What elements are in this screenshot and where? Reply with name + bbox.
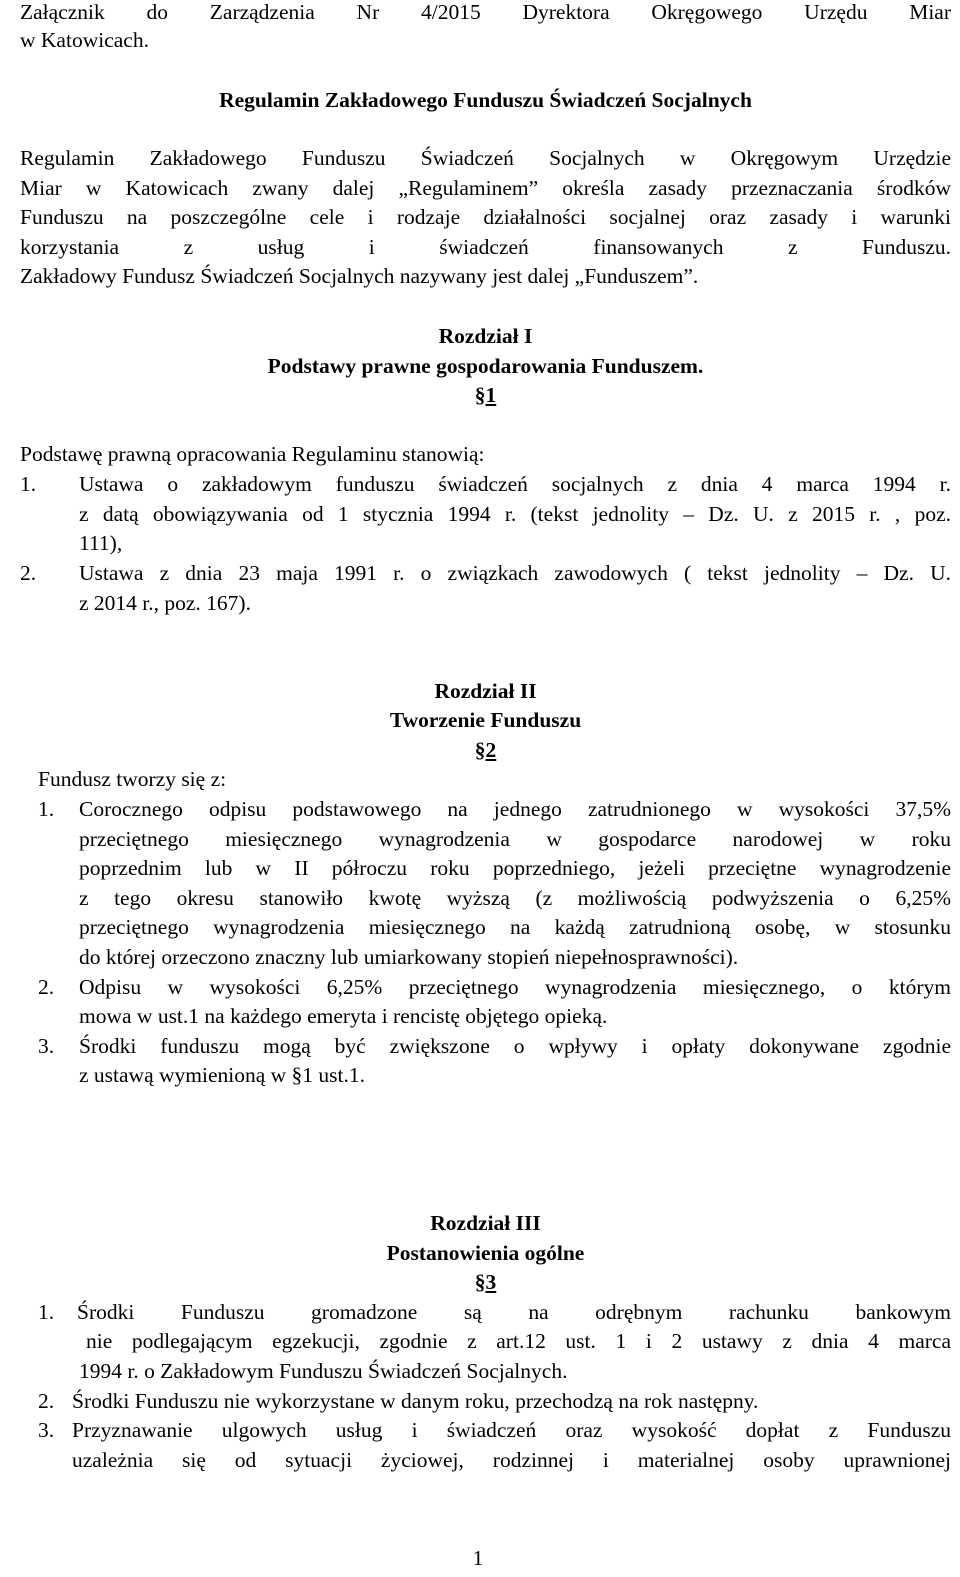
chapter-3-title: Postanowienia ogólne [386, 1241, 585, 1265]
list-item-line: Ustawa z dnia 23 maja 1991 r. o związkach zawodowych ( tekst jednolity – Dz. U. [79, 561, 951, 585]
chapter-2-title: Tworzenie Funduszu [389, 708, 582, 732]
chapter-2-paragraph-mark: §2 [474, 738, 497, 762]
list-item-line: Ustawa o zakładowym funduszu świadczeń socjalnych z dnia 4 marca 1994 r. [79, 472, 951, 496]
list-item-line: Przyznawanie ulgowych usług i świadczeń oraz wysokość dopłat z Funduszu [72, 1418, 951, 1442]
header-line-1: Załącznik do Zarządzenia Nr 4/2015 Dyrektora Okręgowego Urzędu Miar [20, 0, 951, 24]
chapter-1-title: Podstawy prawne gospodarowania Funduszem. [267, 354, 704, 378]
list-item-line: Corocznego odpisu podstawowego na jednego zatrudnionego w wysokości 37,5% [79, 797, 951, 821]
intro-line: Miar w Katowicach zwany dalej „Regulaminem” określa zasady przeznaczania środków [20, 176, 951, 200]
list-item-line: mowa w ust.1 na każdego emeryta i rencistę objętego opieką. [79, 1004, 608, 1028]
intro-line: Funduszu na poszczególne cele i rodzaje działalności socjalnej oraz zasady i warunki [20, 205, 951, 229]
list-item-line: z ustawą wymienioną w §1 ust.1. [79, 1063, 366, 1087]
list-number: 2. [38, 975, 55, 999]
page-number: 1 [472, 1546, 484, 1570]
list-item-line: Środki funduszu mogą być zwiększone o wpływy i opłaty dokonywane zgodnie [79, 1034, 951, 1058]
chapter-3-paragraph-mark: §3 [474, 1270, 497, 1294]
list-item-line: z 2014 r., poz. 167). [79, 591, 251, 615]
list-item-line: Środki Funduszu gromadzone są na odrębnym rachunku bankowym [77, 1300, 951, 1324]
list-number: 1. [38, 797, 55, 821]
chapter-2-lead: Fundusz tworzy się z: [38, 767, 227, 791]
list-item-line: Środki Funduszu nie wykorzystane w danym roku, przechodzą na rok następny. [72, 1389, 759, 1413]
chapter-1-lead: Podstawę prawną opracowania Regulaminu stanowią: [20, 442, 485, 466]
header-line-2: w Katowicach. [20, 28, 149, 52]
chapter-2-heading: Rozdział II [434, 679, 537, 703]
chapter-3-heading: Rozdział III [430, 1211, 541, 1235]
chapter-1-paragraph-mark: §1 [474, 383, 497, 407]
list-number: 1. [38, 1300, 55, 1324]
list-number: 3. [38, 1034, 55, 1058]
list-item-line: z tego okresu stanowiło kwotę wyższą (z możliwością podwyższenia o 6,25% [79, 886, 951, 910]
list-number: 2. [38, 1389, 55, 1413]
list-number: 3. [38, 1418, 55, 1442]
intro-line: Regulamin Zakładowego Funduszu Świadczeń Socjalnych w Okręgowym Urzędzie [20, 146, 951, 170]
list-item-line: do której orzeczono znaczny lub umiarkowany stopień niepełnosprawności). [79, 945, 739, 969]
document-title: Regulamin Zakładowego Funduszu Świadczeń Socjalnych [219, 88, 752, 112]
list-item-line: uzależnia się od sytuacji życiowej, rodzinnej i materialnej osoby uprawnionej [72, 1448, 951, 1472]
intro-line: Zakładowy Fundusz Świadczeń Socjalnych nazywany jest dalej „Funduszem”. [20, 264, 699, 288]
intro-line: korzystania z usług i świadczeń finansowanych z Funduszu. [20, 235, 951, 259]
list-number: 2. [20, 561, 37, 585]
list-item-line: z datą obowiązywania od 1 stycznia 1994 r. (tekst jednolity – Dz. U. z 2015 r. , poz. [79, 502, 951, 526]
list-item-line: 111), [79, 531, 123, 555]
list-item-line: 1994 r. o Zakładowym Funduszu Świadczeń Socjalnych. [79, 1359, 568, 1383]
list-item-line: Odpisu w wysokości 6,25% przeciętnego wynagrodzenia miesięcznego, o którym [79, 975, 951, 999]
list-item-line: nie podlegającym egzekucji, zgodnie z art.12 ust. 1 i 2 ustawy z dnia 4 marca [86, 1329, 951, 1353]
chapter-1-heading: Rozdział I [438, 324, 533, 348]
list-number: 1. [20, 472, 37, 496]
list-item-line: poprzednim lub w II półroczu roku poprzedniego, jeżeli przeciętne wynagrodzenie [79, 856, 951, 880]
list-item-line: przeciętnego wynagrodzenia miesięcznego na każdą zatrudnioną osobę, w stosunku [79, 915, 951, 939]
list-item-line: przeciętnego miesięcznego wynagrodzenia w gospodarce narodowej w roku [79, 827, 951, 851]
